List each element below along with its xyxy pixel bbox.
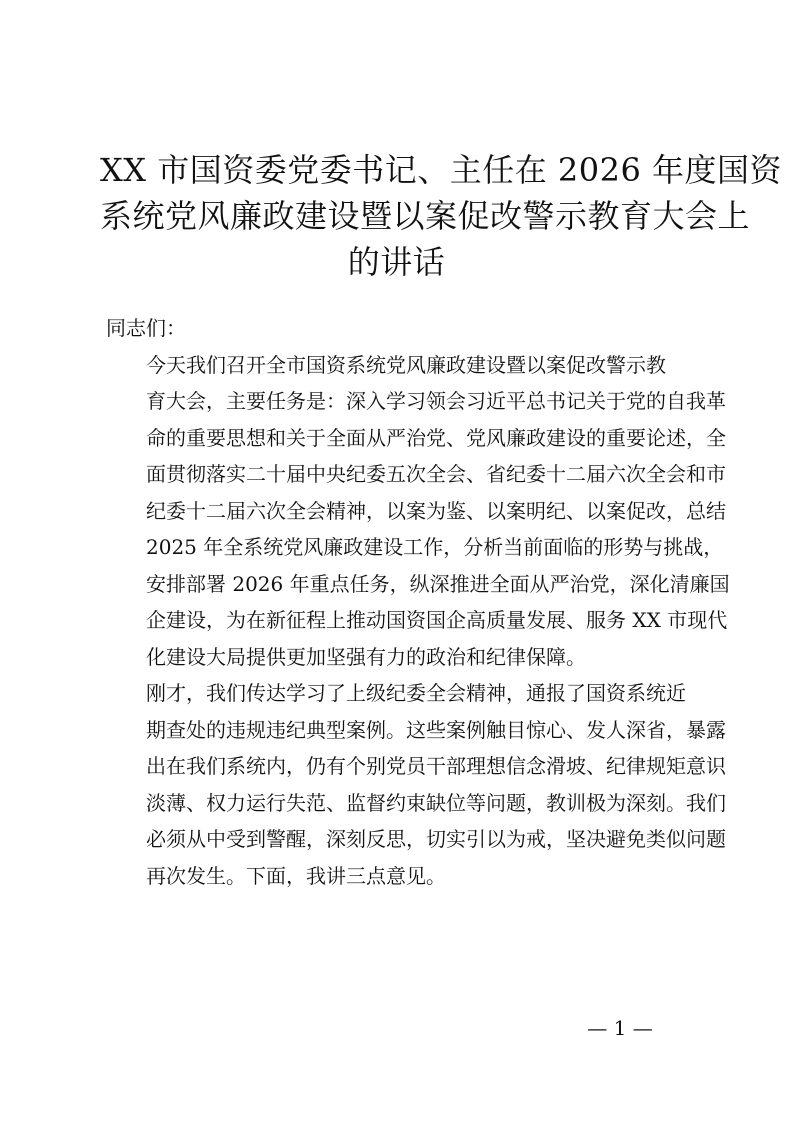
paragraph-opening <box>106 347 730 676</box>
paragraph-line: 出在我们系统内，仍有个别党员干部理想信念滑坡、纪律规矩意识 <box>146 754 726 778</box>
paragraph-line: 淡薄、权力运行失范、监督约束缺位等问题，教训极为深刻。我们 <box>146 790 726 815</box>
document-title <box>100 147 783 285</box>
paragraph-line: 期查处的违规违纪典型案例。这些案例触目惊心、发人深省，暴露 <box>146 717 726 742</box>
paragraph-cases <box>106 675 726 894</box>
paragraph-line: 化建设大局提供更加坚强有力的政治和纪律保障。 <box>146 644 586 669</box>
title-line: 系统党风廉政建设暨以案促改警示教育大会上 <box>100 197 751 235</box>
title-line: XX 市国资委党委书记、主任在 2026 年度国资 <box>100 151 783 189</box>
document-body <box>106 310 730 894</box>
paragraph-line: 安排部署 2026 年重点任务，纵深推进全面从严治党，深化清廉国 <box>146 571 730 596</box>
paragraph-line: 纪委十二届六次全会精神，以案为鉴、以案明纪、以案促改，总结 <box>146 498 726 523</box>
page-number: — 1 — <box>587 1016 653 1040</box>
salutation: 同志们： <box>106 316 186 340</box>
paragraph-line: 2025 年全系统党风廉政建设工作，分析当前面临的形势与挑战， <box>146 535 724 559</box>
paragraph-line: 命的重要思想和关于全面从严治党、党风廉政建设的重要论述，全 <box>146 425 726 450</box>
title-line: 的讲话 <box>347 243 446 281</box>
paragraph-line: 刚才，我们传达学习了上级纪委全会精神，通报了国资系统近 <box>146 681 686 705</box>
paragraph-line: 育大会，主要任务是：深入学习领会习近平总书记关于党的自我革 <box>146 389 726 413</box>
paragraph-line: 必须从中受到警醒，深刻反思，切实引以为戒，坚决避免类似问题 <box>146 827 726 851</box>
paragraph-line: 企建设，为在新征程上推动国资国企高质量发展、服务 XX 市现代 <box>146 608 728 632</box>
paragraph-line: 今天我们召开全市国资系统党风廉政建设暨以案促改警示教 <box>146 352 666 377</box>
paragraph-line: 面贯彻落实二十届中央纪委五次全会、省纪委十二届六次全会和市 <box>146 462 726 486</box>
paragraph-line: 再次发生。下面，我讲三点意见。 <box>146 863 446 888</box>
